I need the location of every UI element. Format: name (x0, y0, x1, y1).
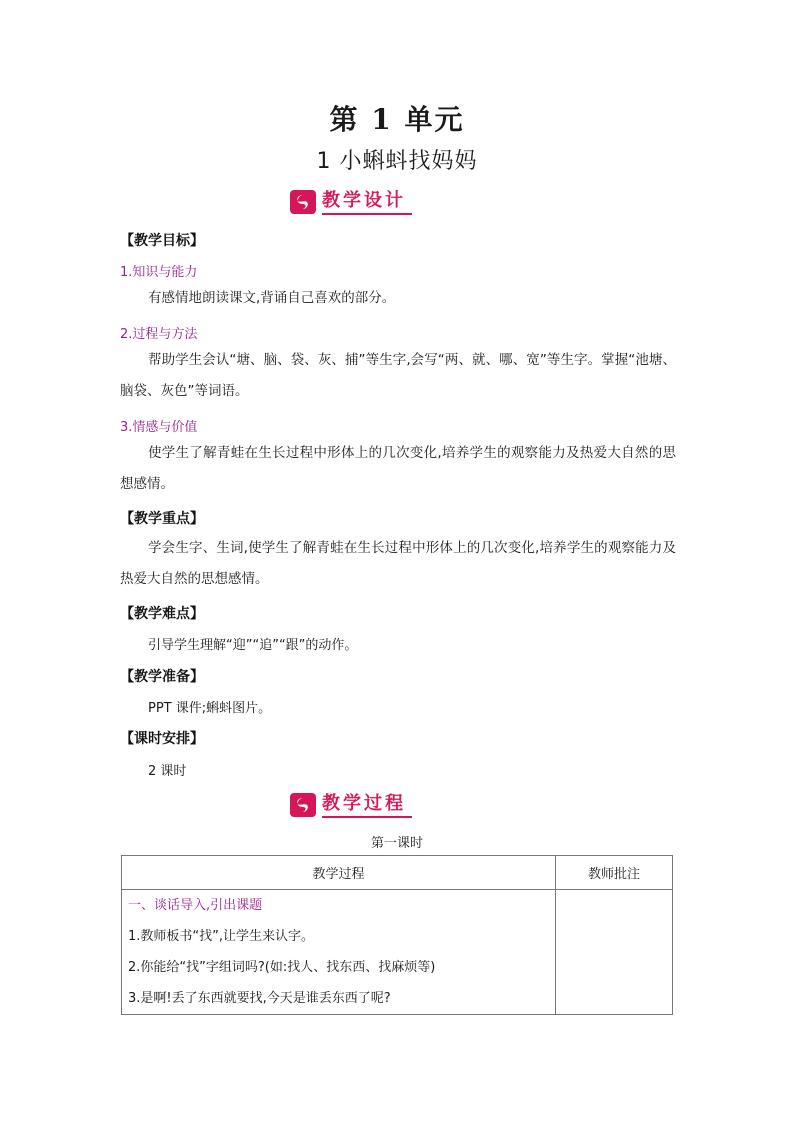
teaching-process-banner (290, 791, 412, 819)
unit-title: 第 1 单元 (329, 103, 465, 136)
banner-title: 教学过程 (322, 793, 412, 818)
schedule-text: 2 课时 (148, 764, 187, 779)
teacher-notes-cell[interactable] (556, 890, 673, 1015)
preparation-text: PPT 课件;蝌蚪图片。 (148, 701, 272, 716)
process-cell (122, 890, 556, 1015)
process-line: 3.是啊!丢了东西就要找,今天是谁丢东西了呢? (128, 991, 391, 1006)
process-table (121, 855, 673, 1015)
process-line: 1.教师板书“找”,让学生来认字。 (128, 929, 315, 944)
table-header-row (122, 856, 673, 890)
emotion-subheading: 3.情感与价值 (120, 420, 198, 435)
schedule-heading: 【课时安排】 (120, 731, 204, 747)
column-header-process: 教学过程 (122, 856, 556, 890)
goals-heading: 【教学目标】 (120, 233, 204, 249)
lesson-title: 1 小蝌蚪找妈妈 (316, 149, 478, 174)
banner-title: 教学设计 (322, 190, 412, 215)
column-header-notes: 教师批注 (556, 856, 673, 890)
key-points-heading: 【教学重点】 (120, 511, 204, 527)
process-line: 2.你能给“找”字组词吗?(如:找人、找东西、找麻烦等) (128, 960, 436, 975)
session-label: 第一课时 (370, 836, 423, 851)
key-points-text: 学会生字、生词,使学生了解青蛙在生长过程中形体上的几次变化,培养学生的观察能力及热爱大自然的思想感情。 (120, 540, 676, 587)
preparation-heading: 【教学准备】 (120, 669, 204, 685)
knowledge-text: 有感情地朗读课文,背诵自己喜欢的部分。 (148, 290, 396, 306)
table-row (122, 890, 673, 1015)
difficulties-text: 引导学生理解“迎”“追”“跟”的动作。 (148, 638, 358, 653)
swirl-logo-icon (290, 793, 316, 817)
knowledge-subheading: 1.知识与能力 (120, 265, 198, 280)
method-text: 帮助学生会认“塘、脑、袋、灰、捕”等生字,会写“两、就、哪、宽”等生字。掌握“池塘、脑袋、灰色”等词语。 (120, 352, 676, 399)
method-subheading: 2.过程与方法 (120, 327, 198, 342)
section-title: 一、谈话导入,引出课题 (128, 898, 263, 913)
swirl-logo-icon (290, 190, 316, 214)
emotion-text: 使学生了解青蛙在生长过程中形体上的几次变化,培养学生的观察能力及热爱大自然的思想感情。 (120, 445, 676, 492)
difficulties-heading: 【教学难点】 (120, 606, 204, 622)
teaching-design-banner (290, 188, 412, 216)
